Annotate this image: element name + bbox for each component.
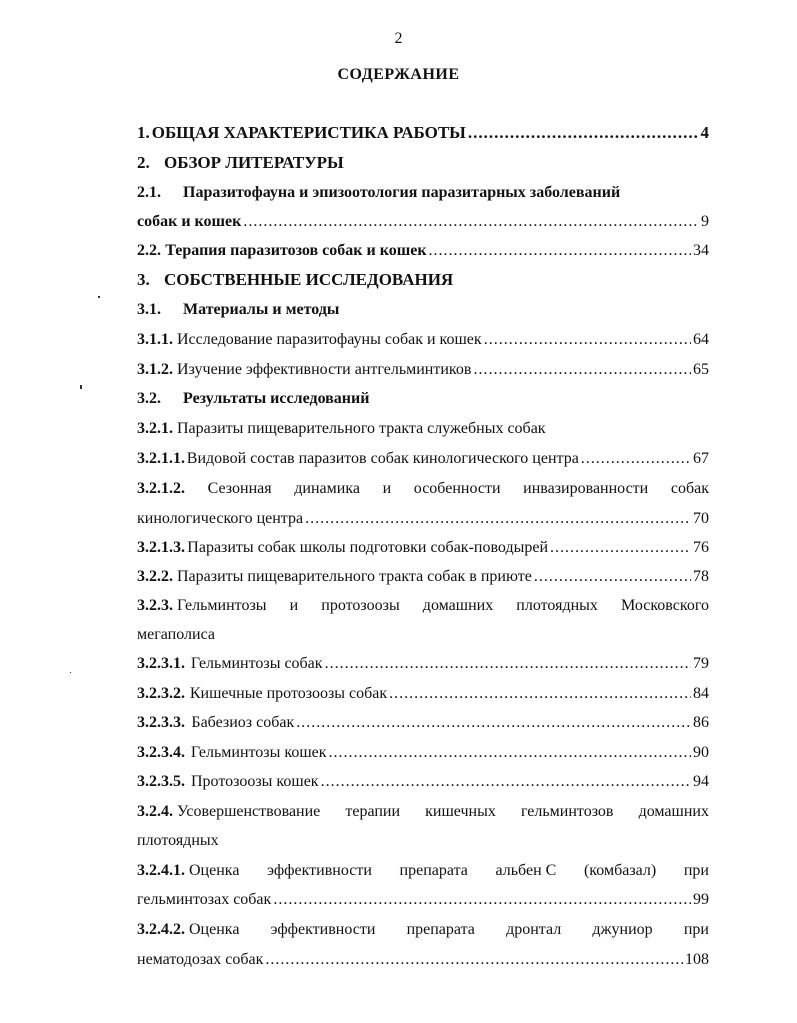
entry-text: Видовой состав паразитов собак кинологического центра — [186, 450, 579, 467]
entry-page: 86 — [693, 714, 709, 731]
toc-entry-3-2-3[interactable] — [137, 595, 709, 617]
entry-page: 94 — [693, 773, 709, 790]
leader-dots — [265, 949, 683, 971]
entry-word: при — [683, 921, 709, 938]
entry-text: Кишечные протозоозы собак — [189, 685, 388, 702]
toc-entry-3-2-4-1-cont[interactable] — [137, 889, 709, 911]
entry-number: 3.2.3.3. — [137, 714, 185, 731]
entry-word: домашних — [422, 597, 494, 614]
entry-number: 3.2.3.5. — [137, 773, 185, 790]
entry-page: 65 — [693, 361, 709, 378]
toc-entry-3-2-1-1[interactable] — [137, 448, 709, 470]
entry-text: СОБСТВЕННЫЕ ИССЛЕДОВАНИЯ — [164, 270, 454, 289]
leader-dots — [389, 683, 691, 705]
entry-number: 2.1. — [137, 184, 161, 201]
entry-text: Исследование паразитофауны собак и кошек — [177, 331, 482, 348]
entry-word: плотоядных — [516, 597, 598, 614]
entry-number: 3.2.4.2. — [137, 921, 185, 938]
toc-entry-2[interactable] — [137, 152, 709, 174]
entry-text-cont: плотоядных — [137, 832, 219, 849]
toc-entry-2-1[interactable] — [137, 182, 709, 204]
entry-page: 76 — [693, 539, 709, 556]
entry-word: эффективности — [267, 862, 372, 879]
entry-text-cont: нематодозах собак — [137, 951, 264, 968]
entry-text: Паразиты пищеварительного тракта служебных собак — [177, 420, 546, 437]
entry-page: 70 — [693, 510, 709, 527]
entry-word: Оценка — [189, 862, 240, 879]
entry-text-cont: гельминтозах собак — [137, 891, 272, 908]
entry-number: 3.2.3.1. — [137, 655, 185, 672]
entry-page: 99 — [693, 891, 709, 908]
entry-number: 2. — [137, 153, 150, 172]
toc-entry-3-2-1-2-cont[interactable] — [137, 508, 709, 530]
page-number: 2 — [394, 30, 403, 47]
entry-word: дронтал — [506, 921, 562, 938]
toc-entry-3-2-4-2[interactable] — [137, 919, 709, 941]
entry-text: Гельминтозы кошек — [190, 744, 327, 761]
entry-number: 3.1. — [137, 301, 161, 318]
toc-entry-3-2-2[interactable] — [137, 566, 709, 588]
toc-entry-2-1-cont[interactable] — [137, 211, 709, 233]
entry-word: Оценка — [189, 921, 240, 938]
entry-number: 3.2.3.2. — [137, 685, 185, 702]
toc-entry-3-1[interactable] — [137, 299, 709, 321]
toc-entry-3-2-4[interactable] — [137, 801, 709, 823]
entry-word: Сезонная — [207, 480, 272, 497]
leader-dots — [534, 566, 691, 588]
entry-number: 3.2.3.4. — [137, 744, 185, 761]
entry-word: альбен С — [495, 862, 557, 879]
entry-page: 67 — [693, 450, 709, 467]
entry-text: Гельминтозы собак — [190, 655, 323, 672]
entry-number: 3.1.1. — [137, 331, 173, 348]
toc-entry-3-2-4-cont[interactable] — [137, 830, 709, 852]
entry-number: 3.2.4. — [137, 803, 173, 820]
entry-word: джуниор — [592, 921, 653, 938]
entry-word: домашних — [638, 803, 709, 820]
toc-entry-3-2-1[interactable] — [137, 418, 709, 440]
entry-number: 2.2. — [137, 242, 161, 259]
entry-page: 90 — [693, 744, 709, 761]
entry-word: и — [382, 480, 392, 497]
toc-entry-3-2-3-5[interactable] — [137, 771, 709, 793]
leader-dots — [473, 359, 691, 381]
entry-text: Протозоозы кошек — [190, 773, 319, 790]
toc-entry-2-2[interactable] — [137, 240, 709, 262]
entry-page: 79 — [693, 655, 709, 672]
entry-word: кишечных — [425, 803, 496, 820]
toc-entry-3-2-3-3[interactable] — [137, 712, 709, 734]
toc-entry-3[interactable] — [137, 269, 709, 291]
entry-word: особенности — [413, 480, 501, 497]
toc-entry-1[interactable] — [137, 122, 709, 144]
entry-page: 4 — [700, 123, 709, 142]
entry-word: собак — [670, 480, 709, 497]
leader-dots — [305, 508, 691, 530]
scan-speck — [80, 385, 82, 389]
entry-word: (комбазал) — [583, 862, 657, 879]
entry-word: инвазированности — [523, 480, 649, 497]
toc-entry-3-2[interactable] — [137, 388, 709, 410]
entry-page: 64 — [693, 331, 709, 348]
entry-word: Гельминтозы — [177, 597, 267, 614]
entry-word: Московского — [621, 597, 709, 614]
entry-word: препарата — [406, 921, 475, 938]
entry-number: 1. — [137, 123, 150, 142]
scan-speck — [70, 672, 71, 673]
leader-dots — [273, 889, 691, 911]
entry-word: гельминтозов — [520, 803, 614, 820]
entry-number: 3.2.3. — [137, 597, 173, 614]
entry-text-cont: мегаполиса — [137, 626, 215, 643]
entry-text: Паразиты пищеварительного тракта собак в приюте — [177, 568, 532, 585]
leader-dots — [296, 712, 691, 734]
toc-entry-3-2-3-cont[interactable] — [137, 624, 709, 646]
leader-dots — [325, 653, 691, 675]
entry-text: ОБЩАЯ ХАРАКТЕРИСТИКА РАБОТЫ — [151, 123, 466, 142]
entry-page: 108 — [685, 951, 709, 968]
entry-number: 3.2.1.3. — [137, 539, 185, 556]
entry-page: 9 — [701, 213, 709, 230]
entry-text: Результаты исследований — [183, 390, 370, 407]
entry-text: ОБЗОР ЛИТЕРАТУРЫ — [164, 153, 344, 172]
toc-title: СОДЕРЖАНИЕ — [337, 66, 460, 83]
leader-dots — [329, 742, 691, 764]
entry-number: 3. — [137, 270, 150, 289]
entry-number: 3.2.1. — [137, 420, 173, 437]
entry-word: динамика — [294, 480, 360, 497]
entry-text: Бабезиоз собак — [191, 714, 295, 731]
toc-entry-3-2-3-4[interactable] — [137, 742, 709, 764]
entry-text: Паразитофауна и эпизоотология паразитарных заболеваний — [183, 184, 621, 201]
entry-number: 3.1.2. — [137, 361, 173, 378]
entry-page: 84 — [693, 685, 709, 702]
entry-text: Паразиты собак школы подготовки собак-поводырей — [187, 539, 548, 556]
entry-word: и — [289, 597, 299, 614]
toc-entry-3-1-1[interactable] — [137, 329, 709, 351]
toc-entry-3-2-4-2-cont[interactable] — [137, 949, 709, 971]
entry-number: 3.2.4.1. — [137, 862, 185, 879]
entry-number: 3.2.1.2. — [137, 480, 185, 497]
entry-text: Терапия паразитозов собак и кошек — [165, 242, 427, 259]
entry-text-cont: кинологического центра — [137, 510, 304, 527]
entry-word: протозоозы — [321, 597, 400, 614]
scan-speck — [98, 296, 100, 298]
entry-number: 3.2. — [137, 390, 161, 407]
leader-dots — [243, 211, 699, 233]
leader-dots — [321, 771, 691, 793]
toc-entry-3-2-3-2[interactable] — [137, 683, 709, 705]
toc-entry-3-2-3-1[interactable] — [137, 653, 709, 675]
entry-word: препарата — [399, 862, 468, 879]
entry-word: Усовершенствование — [177, 803, 321, 820]
entry-page: 78 — [693, 568, 709, 585]
toc-entry-3-2-1-3[interactable] — [137, 537, 709, 559]
leader-dots — [484, 329, 691, 351]
toc-entry-3-2-1-2[interactable] — [137, 478, 709, 500]
entry-word: при — [683, 862, 709, 879]
entry-text: Материалы и методы — [183, 301, 340, 318]
toc-entry-3-2-4-1[interactable] — [137, 860, 709, 882]
entry-word: эффективности — [270, 921, 376, 938]
entry-text-cont: собак и кошек — [137, 213, 242, 230]
leader-dots — [468, 122, 699, 144]
leader-dots — [550, 537, 691, 559]
entry-word: терапии — [345, 803, 401, 820]
leader-dots — [581, 448, 691, 470]
entry-page: 34 — [693, 242, 709, 259]
entry-text: Изучение эффективности антгельминтиков — [177, 361, 472, 378]
leader-dots — [429, 240, 691, 262]
entry-number: 3.2.1.1. — [137, 450, 185, 467]
entry-number: 3.2.2. — [137, 568, 173, 585]
toc-entry-3-1-2[interactable] — [137, 359, 709, 381]
